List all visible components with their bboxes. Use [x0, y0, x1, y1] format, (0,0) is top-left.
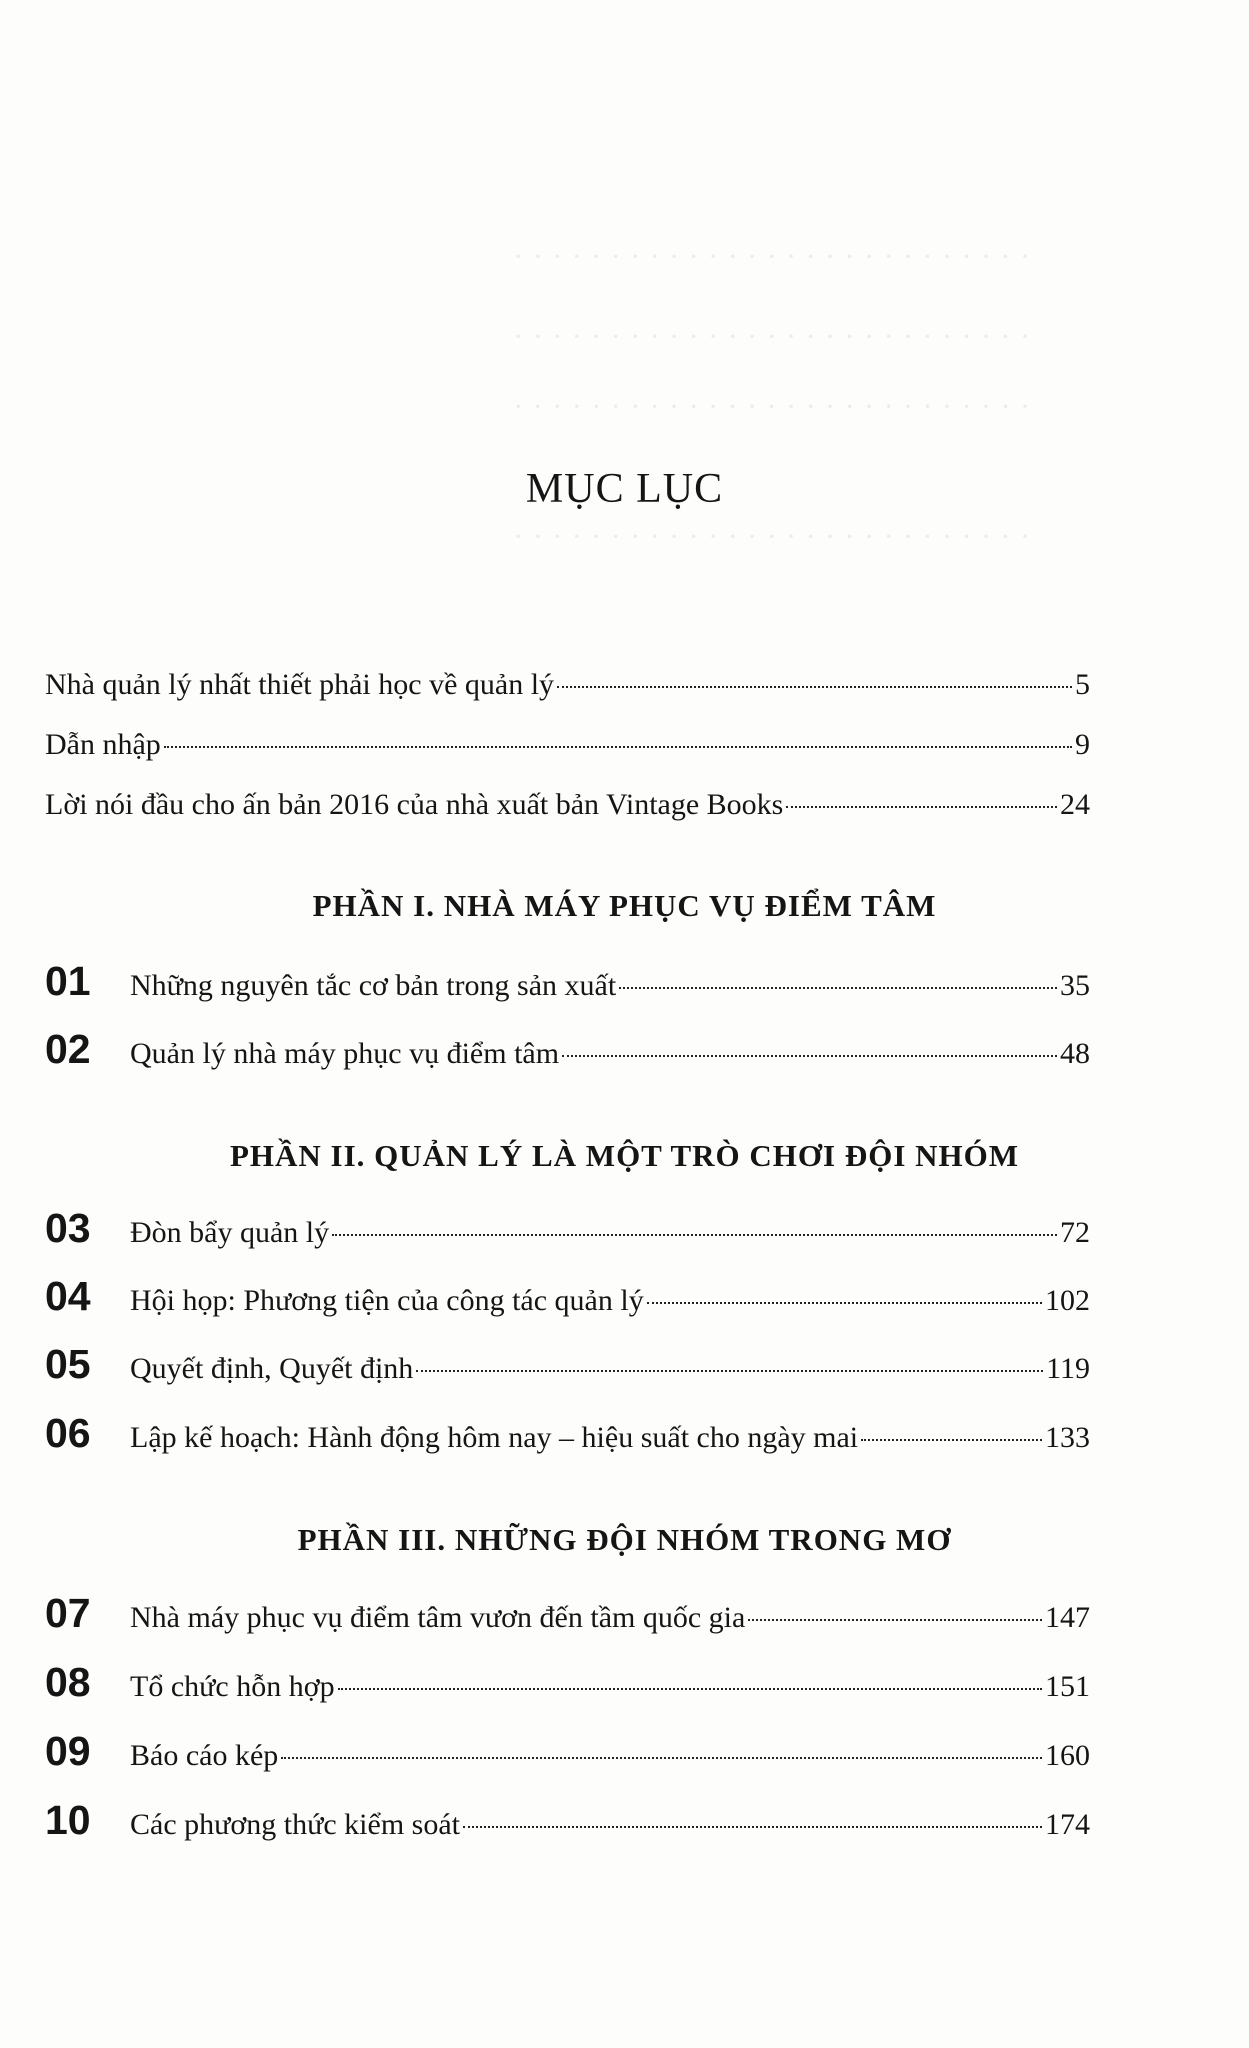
dot-leader	[281, 1757, 1042, 1759]
dot-leader	[861, 1439, 1042, 1441]
chapter-page: 72	[1060, 1216, 1090, 1249]
part-heading: PHẦN I. NHÀ MÁY PHỤC VỤ ĐIỂM TÂM	[312, 888, 937, 923]
dot-leader	[164, 746, 1072, 748]
page-title: MỤC LỤC	[525, 466, 724, 512]
toc-entry-page: 24	[1060, 788, 1090, 821]
chapter-page: 160	[1045, 1739, 1090, 1772]
toc-entry-label: Nhà quản lý nhất thiết phải học về quản lý	[45, 668, 555, 701]
chapter-title: Đòn bẩy quản lý	[130, 1216, 330, 1249]
toc-chapter-entry[interactable]	[45, 1797, 1090, 1841]
chapter-title: Lập kế hoạch: Hành động hôm nay – hiệu suất cho ngày mai	[130, 1421, 859, 1454]
toc-chapter-entry[interactable]	[45, 1341, 1090, 1385]
chapter-number: 05	[45, 1341, 91, 1387]
toc-chapter-entry[interactable]	[45, 1590, 1090, 1634]
chapter-title: Quản lý nhà máy phục vụ điểm tâm	[130, 1037, 560, 1070]
dot-leader	[562, 1055, 1057, 1057]
toc-entry[interactable]	[45, 788, 1090, 832]
chapter-number: 03	[45, 1205, 91, 1251]
chapter-page: 147	[1045, 1601, 1090, 1634]
toc-chapter-entry[interactable]	[45, 1273, 1090, 1317]
toc-chapter-entry[interactable]	[45, 1728, 1090, 1772]
chapter-title: Hội họp: Phương tiện của công tác quản lý	[130, 1284, 644, 1317]
chapter-page: 48	[1060, 1037, 1090, 1070]
dot-leader	[463, 1826, 1042, 1828]
show-through-line: · · · · · · · · · · · · · · · · · · · · · · · · · · ·	[512, 240, 1030, 273]
part-heading: PHẦN III. NHỮNG ĐỘI NHÓM TRONG MƠ	[297, 1522, 952, 1557]
chapter-number: 08	[45, 1659, 91, 1705]
chapter-number: 09	[45, 1728, 91, 1774]
chapter-page: 35	[1060, 969, 1090, 1002]
chapter-number: 10	[45, 1797, 91, 1843]
toc-entry-page: 9	[1075, 728, 1090, 761]
toc-entry[interactable]	[45, 668, 1090, 712]
part-heading: PHẦN II. QUẢN LÝ LÀ MỘT TRÒ CHƠI ĐỘI NHÓM	[229, 1138, 1020, 1173]
chapter-page: 102	[1045, 1284, 1090, 1317]
chapter-number: 07	[45, 1590, 91, 1636]
toc-entry-label: Dẫn nhập	[45, 728, 161, 761]
chapter-title: Tổ chức hỗn hợp	[130, 1670, 335, 1703]
chapter-title: Báo cáo kép	[130, 1739, 279, 1772]
chapter-number: 04	[45, 1273, 91, 1319]
chapter-title: Quyết định, Quyết định	[130, 1352, 414, 1385]
toc-chapter-entry[interactable]	[45, 1026, 1090, 1070]
toc-chapter-entry[interactable]	[45, 958, 1090, 1002]
chapter-title: Những nguyên tắc cơ bản trong sản xuất	[130, 969, 617, 1002]
dot-leader	[786, 806, 1057, 808]
dot-leader	[619, 987, 1057, 989]
chapter-number: 06	[45, 1410, 91, 1456]
chapter-title: Các phương thức kiểm soát	[130, 1808, 460, 1841]
toc-chapter-entry[interactable]	[45, 1410, 1090, 1454]
show-through-line: · · · · · · · · · · · · · · · · · · · · · · · · · · ·	[512, 320, 1030, 353]
chapter-page: 119	[1046, 1352, 1090, 1385]
dot-leader	[416, 1370, 1043, 1372]
dot-leader	[332, 1234, 1057, 1236]
dot-leader	[748, 1619, 1042, 1621]
toc-entry[interactable]	[45, 728, 1090, 772]
toc-entry-label: Lời nói đầu cho ấn bản 2016 của nhà xuất bản Vintage Books	[45, 788, 784, 821]
chapter-number: 02	[45, 1026, 91, 1072]
toc-chapter-entry[interactable]	[45, 1205, 1090, 1249]
chapter-page: 133	[1045, 1421, 1090, 1454]
chapter-number: 01	[45, 958, 91, 1004]
dot-leader	[338, 1688, 1042, 1690]
chapter-page: 174	[1045, 1808, 1090, 1841]
chapter-page: 151	[1045, 1670, 1090, 1703]
chapter-title: Nhà máy phục vụ điểm tâm vươn đến tầm quốc gia	[130, 1601, 746, 1634]
toc-entry-page: 5	[1075, 668, 1090, 701]
show-through-line: · · · · · · · · · · · · · · · · · · · · · · · · · · ·	[512, 520, 1030, 553]
dot-leader	[557, 686, 1072, 688]
toc-chapter-entry[interactable]	[45, 1659, 1090, 1703]
dot-leader	[647, 1302, 1042, 1304]
show-through-line: · · · · · · · · · · · · · · · · · · · · · · · · · · ·	[512, 390, 1030, 423]
